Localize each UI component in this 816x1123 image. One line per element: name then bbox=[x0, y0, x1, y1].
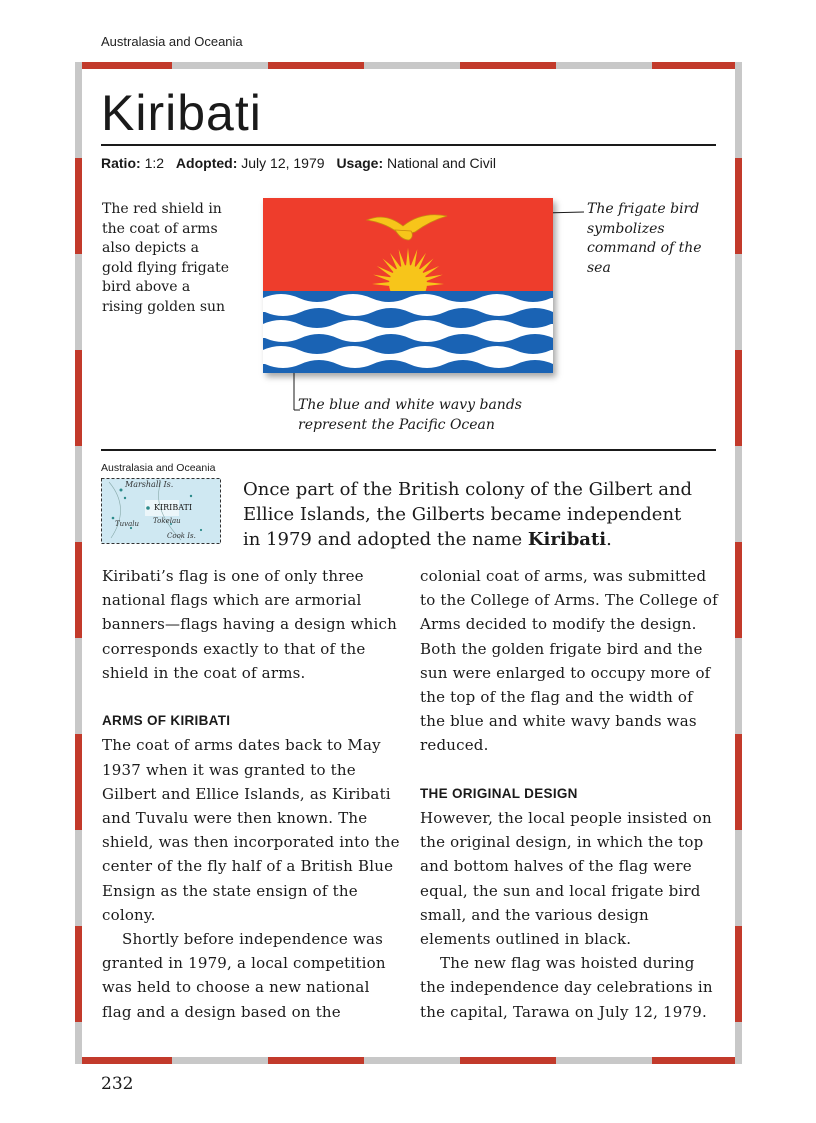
page-title: Kiribati bbox=[101, 85, 262, 141]
intro-end: . bbox=[606, 529, 612, 550]
ratio-value: 1:2 bbox=[144, 155, 165, 171]
section-heading-arms: ARMS OF KIRIBATI bbox=[102, 713, 231, 729]
usage-value: National and Civil bbox=[387, 155, 496, 171]
running-header: Australasia and Oceania bbox=[101, 34, 243, 49]
intro-paragraph bbox=[243, 477, 703, 552]
body-paragraph: Shortly before independence was granted in 1979, a local competition was held to choose a new national flag and a design based on the bbox=[102, 930, 386, 1021]
map-label-tokelau: Tokelau bbox=[153, 517, 181, 525]
body-paragraph: colonial coat of arms, was submitted to the College of Arms. The College of Arms decided to modify the design. Both the golden frigate bird and the sun were enlarged to occupy more of the top of the flag and the width of the blue and white wavy bands was reduced. bbox=[420, 567, 718, 755]
map-region-label: Australasia and Oceania bbox=[101, 462, 216, 474]
body-paragraph: However, the local people insisted on the original design, in which the top and bottom halves of the flag were equal, the sun and local frigate bird small, and the various design elements outlined in black. bbox=[420, 809, 712, 949]
map-label-kiribati: KIRIBATI bbox=[154, 503, 193, 512]
section-heading-original: THE ORIGINAL DESIGN bbox=[420, 785, 578, 801]
caption-frigate: The frigate bird symbolizes command of the sea bbox=[587, 201, 702, 276]
body-column-right bbox=[420, 564, 718, 1024]
section-rule bbox=[101, 449, 716, 451]
map-label-tuvalu: Tuvalu bbox=[115, 520, 140, 528]
caption-shield: The red shield in the coat of arms also depicts a gold flying frigate bird above a rising golden sun bbox=[102, 201, 230, 315]
usage-label: Usage: bbox=[336, 155, 384, 171]
locator-map bbox=[101, 478, 221, 544]
kiribati-flag bbox=[263, 198, 553, 373]
body-column-left bbox=[102, 564, 402, 1024]
map-label-marshall: Marshall Is. bbox=[125, 480, 174, 489]
intro-country-name: Kiribati bbox=[527, 529, 607, 550]
ratio-label: Ratio: bbox=[101, 155, 141, 171]
caption-waves: The blue and white wavy bands represent the Pacific Ocean bbox=[298, 397, 522, 433]
adopted-value: July 12, 1979 bbox=[241, 155, 325, 171]
page-number: 232 bbox=[101, 1074, 134, 1094]
body-paragraph: The new flag was hoisted during the independence day celebrations in the capital, Tarawa on July 12, 1979. bbox=[420, 954, 713, 1021]
body-paragraph: Kiribati’s flag is one of only three national flags which are armorial banners—flags having a design which corresponds exactly to that of the shield in the coat of arms. bbox=[102, 567, 397, 682]
frame-bottom bbox=[76, 1057, 742, 1064]
intro-text: Once part of the British colony of the Gilbert and Ellice Islands, the Gilberts became independent in 1979 and adopted the name bbox=[243, 479, 693, 550]
body-paragraph: The coat of arms dates back to May 1937 when it was granted to the Gilbert and Ellice Islands, as Kiribati and Tuvalu were then known. The shield, was then incorporated into the center of the fly half of a British Blue Ensign as the state ensign of the colony. bbox=[102, 736, 400, 924]
adopted-label: Adopted: bbox=[175, 155, 238, 171]
map-label-cook: Cook Is. bbox=[167, 532, 196, 540]
